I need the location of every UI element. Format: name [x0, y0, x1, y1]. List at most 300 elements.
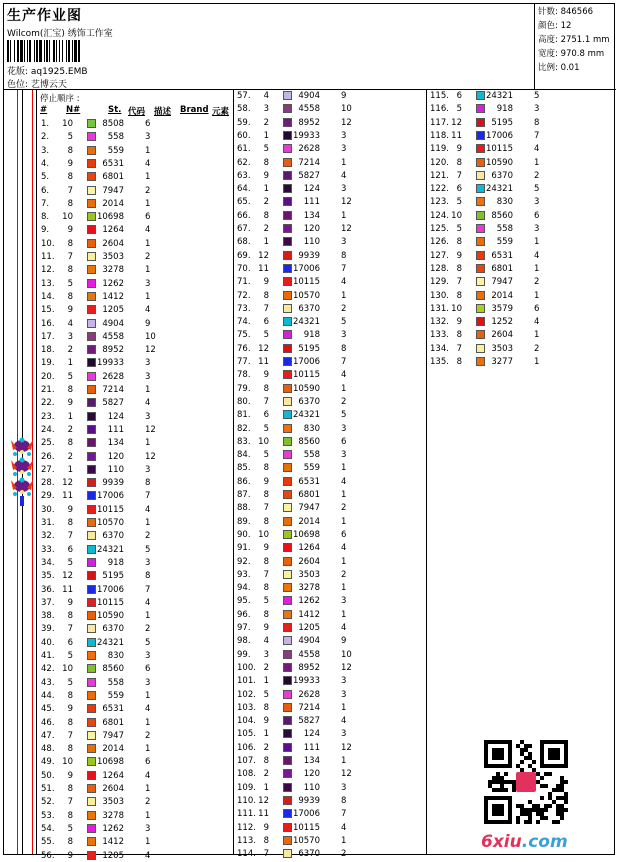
table-row [233, 782, 423, 794]
row-stitches: 8508 [102, 119, 124, 129]
row-index: 99. [237, 649, 251, 660]
row-needle: 1 [263, 130, 269, 141]
row-stitches: 111 [303, 742, 320, 753]
row-needle: 5 [263, 330, 269, 341]
row-needle: 12 [62, 478, 73, 489]
row-needle: 6 [456, 184, 462, 195]
row-index: 88. [237, 503, 251, 514]
color-swatch [476, 144, 485, 153]
color-swatch [87, 385, 96, 394]
table-row [37, 637, 227, 649]
color-swatch [87, 119, 96, 128]
table-row [37, 357, 227, 369]
row-stitches: 9939 [298, 250, 320, 261]
row-stitches: 19933 [292, 676, 320, 687]
row-code: 2 [341, 396, 347, 407]
table-row [426, 329, 616, 341]
row-stitches: 134 [303, 756, 320, 766]
row-code: 3 [341, 782, 347, 793]
row-index: 2. [41, 132, 50, 143]
row-needle: 5 [67, 677, 73, 688]
color-swatch [476, 224, 485, 233]
row-stitches: 7214 [298, 702, 320, 713]
row-index: 61. [237, 144, 251, 155]
row-code: 4 [341, 476, 347, 487]
color-swatch [87, 824, 96, 833]
stop-order-label: 停止顺序 : [40, 94, 80, 104]
color-swatch [87, 438, 96, 447]
row-index: 67. [237, 224, 251, 234]
row-code: 1 [145, 611, 151, 622]
row-needle: 7 [456, 277, 462, 288]
row-stitches: 6531 [102, 704, 124, 715]
table-row [426, 130, 616, 142]
row-stitches: 4558 [298, 649, 320, 660]
pattern-value: aq1925.EMB [30, 67, 88, 77]
color-swatch [283, 397, 292, 406]
row-index: 29. [41, 491, 55, 502]
row-needle: 8 [67, 145, 73, 156]
color-swatch [283, 424, 292, 433]
row-index: 109. [237, 782, 256, 793]
row-index: 114. [237, 849, 256, 860]
row-stitches: 24321 [292, 410, 320, 421]
row-code: 1 [534, 157, 540, 168]
row-index: 79. [237, 383, 251, 394]
row-needle: 1 [67, 411, 73, 422]
row-stitches: 7947 [102, 730, 124, 741]
stat-value: 970.8 mm [557, 49, 605, 59]
row-needle: 8 [67, 717, 73, 728]
row-stitches: 1205 [102, 305, 124, 316]
row-stitches: 10570 [292, 290, 320, 301]
row-stitches: 120 [303, 769, 320, 780]
row-needle: 8 [263, 383, 269, 394]
color-swatch [283, 291, 292, 300]
table-row [233, 489, 423, 501]
table-row [37, 650, 227, 662]
row-stitches: 1252 [491, 317, 513, 328]
row-index: 23. [41, 411, 55, 422]
row-code: 3 [341, 676, 347, 687]
row-needle: 7 [263, 569, 269, 580]
row-code: 7 [341, 263, 347, 274]
row-code: 1 [341, 516, 347, 527]
table-row [233, 542, 423, 554]
row-stitches: 10698 [292, 529, 320, 540]
row-needle: 8 [67, 810, 73, 821]
row-stitches: 918 [107, 557, 124, 568]
table-row [233, 635, 423, 647]
row-stitches: 5827 [102, 398, 124, 409]
row-needle: 12 [258, 250, 269, 261]
row-stitches: 1262 [298, 596, 320, 607]
row-index: 7. [41, 198, 50, 209]
row-needle: 9 [263, 277, 269, 288]
row-code: 12 [341, 662, 352, 673]
color-swatch [87, 744, 96, 753]
row-needle: 8 [263, 157, 269, 168]
row-needle: 8 [456, 237, 462, 248]
table-row [233, 808, 423, 820]
row-index: 43. [41, 677, 55, 688]
color-swatch [87, 691, 96, 700]
row-code: 2 [145, 624, 151, 635]
row-needle: 5 [456, 197, 462, 208]
row-stitches: 3277 [491, 357, 513, 367]
row-stitches: 2604 [102, 238, 124, 249]
color-swatch [283, 410, 292, 419]
row-stitches: 10590 [485, 157, 513, 168]
table-row [233, 835, 423, 847]
row-index: 1. [41, 119, 50, 129]
color-swatch [283, 344, 292, 353]
stat-label: 颜色: [538, 21, 558, 31]
row-stitches: 2628 [298, 144, 320, 155]
row-needle: 6 [263, 317, 269, 328]
table-row [233, 649, 423, 661]
row-stitches: 3278 [298, 583, 320, 594]
color-swatch [87, 319, 96, 328]
table-row [233, 462, 423, 474]
table-row [37, 331, 227, 343]
row-index: 135. [430, 357, 449, 367]
row-code: 3 [341, 144, 347, 155]
row-needle: 2 [67, 345, 73, 356]
row-index: 80. [237, 396, 251, 407]
row-stitches: 5827 [298, 170, 320, 181]
row-needle: 9 [263, 476, 269, 487]
color-swatch [476, 264, 485, 273]
row-stitches: 24321 [485, 184, 513, 195]
row-stitches: 10698 [96, 212, 124, 223]
color-swatch [87, 305, 96, 314]
table-row [37, 371, 227, 383]
row-index: 49. [41, 757, 55, 768]
row-stitches: 24321 [96, 544, 124, 555]
row-stitches: 17006 [292, 263, 320, 274]
color-swatch [87, 797, 96, 806]
color-swatch [476, 131, 485, 140]
row-index: 73. [237, 303, 251, 314]
table-row [233, 183, 423, 195]
row-index: 3. [41, 145, 50, 156]
row-code: 1 [341, 556, 347, 567]
row-code: 12 [341, 197, 352, 208]
row-index: 76. [237, 343, 251, 354]
table-row [233, 622, 423, 634]
row-stitches: 6370 [298, 849, 320, 860]
table-row [426, 276, 616, 288]
row-code: 8 [145, 478, 151, 489]
table-row [233, 502, 423, 514]
color-swatch [283, 849, 292, 858]
row-code: 4 [145, 704, 151, 715]
color-swatch [283, 769, 292, 778]
color-swatch [87, 146, 96, 155]
table-row [37, 663, 227, 675]
row-code: 1 [534, 263, 540, 274]
row-code: 3 [341, 330, 347, 341]
color-swatch [87, 186, 96, 195]
row-stitches: 2604 [491, 330, 513, 341]
stat-row [538, 5, 616, 19]
color-swatch [476, 158, 485, 167]
color-swatch [283, 557, 292, 566]
table-row [37, 131, 227, 143]
row-index: 75. [237, 330, 251, 341]
table-row [233, 569, 423, 581]
stats-panel [534, 4, 616, 90]
row-index: 41. [41, 651, 55, 661]
color-swatch [476, 357, 485, 366]
row-needle: 10 [258, 529, 269, 540]
row-index: 101. [237, 676, 256, 687]
row-stitches: 111 [303, 197, 320, 208]
row-stitches: 8952 [102, 345, 124, 356]
table-row [233, 848, 423, 860]
row-index: 46. [41, 717, 55, 728]
row-index: 50. [41, 770, 55, 781]
row-code: 7 [341, 357, 347, 367]
row-stitches: 1264 [298, 543, 320, 554]
color-swatch [283, 703, 292, 712]
row-index: 5. [41, 172, 50, 183]
row-stitches: 1412 [102, 837, 124, 848]
row-index: 83. [237, 436, 251, 447]
row-code: 4 [145, 158, 151, 169]
color-swatch [476, 344, 485, 353]
table-row [37, 198, 227, 210]
table-row [233, 143, 423, 155]
row-needle: 8 [67, 238, 73, 249]
color-swatch [283, 583, 292, 592]
row-code: 3 [341, 184, 347, 195]
row-index: 86. [237, 476, 251, 487]
row-stitches: 7947 [298, 503, 320, 514]
row-needle: 3 [263, 649, 269, 660]
color-swatch [476, 317, 485, 326]
row-index: 39. [41, 624, 55, 635]
table-row [37, 623, 227, 635]
row-code: 3 [341, 689, 347, 700]
row-code: 4 [341, 822, 347, 833]
barcode-image [7, 40, 119, 62]
row-index: 32. [41, 531, 55, 542]
table-row [426, 143, 616, 155]
row-stitches: 918 [303, 330, 320, 341]
row-needle: 8 [67, 744, 73, 755]
row-stitches: 134 [303, 210, 320, 221]
row-needle: 6 [67, 544, 73, 555]
color-swatch [283, 636, 292, 645]
row-index: 54. [41, 823, 55, 834]
row-needle: 6 [456, 91, 462, 101]
row-index: 28. [41, 478, 55, 489]
row-stitches: 558 [107, 677, 124, 688]
row-index: 13. [41, 278, 55, 289]
row-stitches: 6370 [102, 624, 124, 635]
row-needle: 8 [67, 265, 73, 276]
color-swatch [283, 384, 292, 393]
row-index: 93. [237, 569, 251, 580]
row-needle: 5 [67, 371, 73, 382]
row-index: 82. [237, 423, 251, 434]
row-needle: 4 [67, 318, 73, 329]
row-needle: 2 [263, 742, 269, 753]
color-swatch [283, 450, 292, 459]
row-needle: 8 [67, 837, 73, 848]
row-stitches: 110 [303, 782, 320, 793]
color-swatch [283, 623, 292, 632]
color-swatch [283, 690, 292, 699]
table-row [37, 756, 227, 768]
color-swatch [87, 199, 96, 208]
row-needle: 5 [263, 596, 269, 607]
row-index: 119. [430, 144, 449, 155]
embroidery-preview-image [9, 436, 35, 510]
row-stitches: 1412 [102, 291, 124, 302]
row-index: 48. [41, 744, 55, 755]
row-code: 12 [341, 742, 352, 753]
row-code: 5 [534, 91, 540, 101]
row-index: 26. [41, 451, 55, 462]
color-swatch [283, 836, 292, 845]
row-stitches: 6801 [102, 717, 124, 728]
table-row [233, 409, 423, 421]
table-row [233, 556, 423, 568]
row-code: 1 [145, 518, 151, 528]
color-swatch [87, 757, 96, 766]
row-needle: 5 [263, 144, 269, 155]
row-index: 90. [237, 529, 251, 540]
row-code: 1 [145, 784, 151, 794]
row-stitches: 124 [303, 184, 320, 195]
header-code: 代码 [128, 107, 146, 117]
row-index: 21. [41, 385, 55, 395]
color-swatch [87, 638, 96, 647]
row-code: 1 [145, 717, 151, 728]
row-stitches: 10570 [96, 518, 124, 528]
row-index: 87. [237, 490, 251, 500]
table-row [37, 810, 227, 822]
row-needle: 9 [67, 704, 73, 715]
color-swatch [283, 716, 292, 725]
table-row [37, 344, 227, 356]
color-swatch [87, 491, 96, 500]
row-code: 1 [534, 357, 540, 367]
row-needle: 8 [263, 835, 269, 846]
row-index: 51. [41, 784, 55, 794]
row-needle: 10 [451, 210, 462, 221]
row-needle: 9 [456, 317, 462, 328]
color-swatch [283, 277, 292, 286]
row-stitches: 1205 [102, 850, 124, 861]
row-code: 9 [341, 91, 347, 101]
row-needle: 12 [258, 343, 269, 354]
row-code: 4 [341, 623, 347, 633]
color-swatch [476, 171, 485, 180]
row-index: 129. [430, 277, 449, 288]
row-needle: 9 [67, 158, 73, 169]
row-index: 130. [430, 290, 449, 301]
row-index: 64. [237, 184, 251, 195]
row-needle: 11 [62, 584, 73, 595]
row-stitches: 1264 [102, 225, 124, 236]
row-needle: 2 [263, 117, 269, 128]
color-swatch [87, 292, 96, 301]
table-row [37, 570, 227, 582]
color-swatch [87, 771, 96, 780]
row-code: 8 [341, 343, 347, 354]
header-needle: N# [66, 105, 81, 115]
row-index: 107. [237, 756, 256, 766]
row-index: 11. [41, 252, 55, 262]
color-swatch [87, 851, 96, 860]
row-code: 3 [145, 371, 151, 382]
row-needle: 1 [67, 358, 73, 369]
row-stitches: 3503 [298, 569, 320, 580]
color-swatch [87, 545, 96, 554]
color-swatch [476, 104, 485, 113]
row-code: 2 [341, 569, 347, 580]
color-swatch [283, 823, 292, 832]
row-index: 108. [237, 769, 256, 780]
row-stitches: 6370 [298, 396, 320, 407]
table-row [37, 251, 227, 263]
row-code: 1 [341, 756, 347, 766]
table-row [426, 157, 616, 169]
color-swatch [87, 279, 96, 288]
row-code: 1 [341, 490, 347, 500]
row-index: 74. [237, 317, 251, 328]
table-row [37, 411, 227, 423]
table-row [37, 544, 227, 556]
row-code: 7 [145, 584, 151, 595]
row-code: 1 [145, 238, 151, 249]
stat-value: 2751.1 mm [557, 35, 610, 45]
row-code: 8 [145, 571, 151, 582]
row-stitches: 558 [496, 224, 513, 234]
row-code: 6 [145, 119, 151, 129]
row-stitches: 1205 [298, 623, 320, 633]
row-stitches: 8560 [298, 436, 320, 447]
row-index: 81. [237, 410, 251, 421]
row-stitches: 124 [303, 729, 320, 740]
row-code: 4 [341, 543, 347, 554]
row-index: 40. [41, 637, 55, 648]
row-needle: 9 [67, 225, 73, 236]
color-swatch [283, 650, 292, 659]
row-code: 12 [341, 117, 352, 128]
row-stitches: 4904 [102, 318, 124, 329]
company-name: Wilcom(汇宝) 绣饰工作室 [7, 29, 113, 39]
row-index: 62. [237, 157, 251, 168]
table-row [37, 224, 227, 236]
row-index: 105. [237, 729, 256, 740]
row-index: 134. [430, 343, 449, 354]
row-stitches: 830 [107, 651, 124, 661]
row-index: 121. [430, 170, 449, 181]
table-row [233, 609, 423, 621]
row-needle: 7 [67, 185, 73, 196]
row-index: 53. [41, 810, 55, 821]
row-index: 112. [237, 822, 256, 833]
row-needle: 7 [67, 252, 73, 262]
color-swatch [476, 184, 485, 193]
row-needle: 1 [263, 676, 269, 687]
color-swatch [87, 718, 96, 727]
